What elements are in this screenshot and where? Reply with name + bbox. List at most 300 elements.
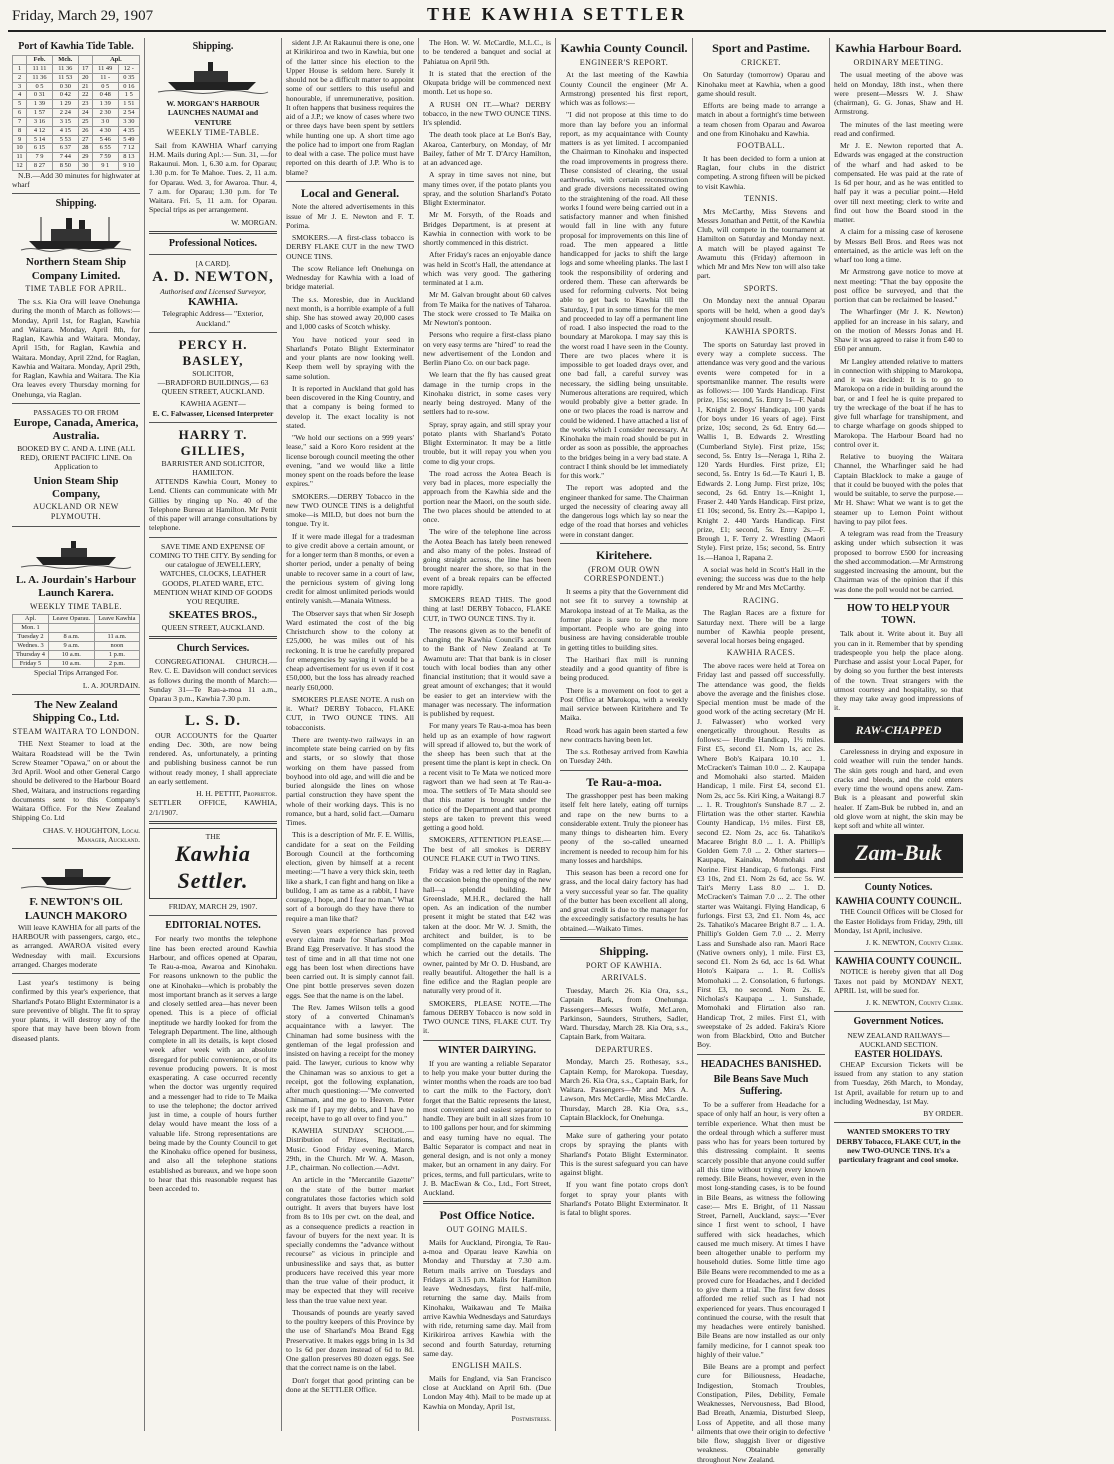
c7-p5: Mr Armstrong gave notice to move at next meeting: "That the bay opposite the post office be surveyed, and that the portion that can be reclaimed be leased.": [834, 267, 963, 305]
kcc-1-text: THE Council Offices will be Closed for the Easter Holidays from Friday, 29th, till Monday, 1st April, inclusive.: [834, 907, 963, 935]
c4-p6: Mr M. Forsyth, of the Roads and Bridges Department, is at present at Kawhia in connection with work to be shortly commenced in this district.: [423, 210, 551, 247]
jourdain-row: [13, 650, 140, 659]
c7-p9: A telegram was read from the Treasury asking under which subsection it was proposed to borrow £500 for increasing the shed accommodation.—Mr Armstrong suggested increasing the amount, but the Chairman was of the opinion that if this was done the poll would not be carried.: [834, 529, 963, 594]
c7-p6: The Wharfinger (Mr J. K. Newton) applied for an increase in his salary, and on the motion of Messrs Jonas and H. Shaw it was agreed to raise it from £40 to £60 per annum.: [834, 307, 963, 354]
morgan-text: Sail from KAWHIA Wharf carrying H.M. Mails during Apl.:— Sun. 31, —for Rakaunui. Mon. 1, 6.30 a.m. for Oparau; 1.30 p.m. for Te Mahoe. Tues. 2, 11 a.m. for Oparau. Wed. 3, for Awaroa. Thur. 4, 7 a.m. for Oparau; 1.30 p.m. for Te Waitara. Fri. 5, 11 a.m. for Oparau. Special trips as per arrangement.: [149, 140, 277, 215]
port-of-kawhia: PORT OF KAWHIA.: [585, 960, 663, 970]
tide-cell: 7 59: [92, 153, 118, 162]
church-heading: Church Services.: [176, 642, 250, 654]
tide-cell: 7 44: [52, 153, 78, 162]
jourdain-cell: Wednes. 3: [13, 641, 49, 650]
editorial-heading: EDITORIAL NOTES.: [165, 920, 261, 932]
tide-row: [13, 100, 140, 109]
tide-cell: 0 5: [27, 82, 53, 91]
jourdain-cell: Mon. 1: [13, 624, 49, 633]
jourdain-cell: 9 a.m.: [49, 641, 95, 650]
tide-cell: 6 15: [27, 144, 53, 153]
c6-p6: The sports on Saturday last proved in every way a complete success. The attendance was very good and the various events were competed for in a sportsmanlike manner. The results were as follows:— 100 Yards Handicap. First prize, 15s; second, 5s. Entry 1s—F. Nabal 1, Knight 2. Boys' Handicap, 100 yards (for boys under 16 years of age). First prize, 10s; second, 2s 6d. Entry 6d.—Wallis 1, B. Edwards 2. Wrestling (Cumberland Style). First prize, 15s; second, 5s. Entry 1s—Neraga 1, Riha 2. 120 Yards Hurdles. First prize, £1; second, 5s. Entry 1s 6d.—Te Kauri 1, B. Edwards 2. Long Jump. First prize, 10s; second, 2s 6d. Entry 1s.—Knight 1, Fraser 2. 440 Yards Handicap. First prize, £1 10s; second, 5s. Entry 2s.—Kapipo 1, Knight 2. 440 Yards Handicap. First prize, £1; second, 5s. Entry 2s.—F. Brough 1, F. Terry 2. Wrestling (Maori Style). First prize, 15s; second, 5s. Entry 1s.—Hanoa 1, Rapana 2.: [697, 339, 825, 562]
local-p17: KAWHIA SUNDAY SCHOOL.—Distribution of Prizes, Recitations, Music. Good Friday evening, March 29th, in the Church. Mr W. A. Mason, J.P., chairman. No collection.—Advt.: [286, 1126, 414, 1173]
tide-cell: 4 15: [52, 126, 78, 135]
columns: [8, 38, 1106, 1464]
c6-p4: Mrs McCarthy, Miss Stevens and Messrs Jonathan and Pettit, of the Kawhia Club, will compete in the tournament at Hamilton on Saturday and Monday next. A match will be played against Te Awamutu this (Friday) afternoon in which Mr and Mrs New ton will also take part.: [697, 206, 826, 281]
tide-cell: 11 53: [52, 73, 78, 82]
bile-beans-heading: Bile Beans Save Much Suffering.: [713, 1073, 809, 1097]
tide-cell: 12: [13, 161, 27, 170]
tide-cell: 11 36: [52, 65, 78, 74]
c5-p1: At the last meeting of the Kawhia County Council the engineer (Mr A. Armstrong) presented his first report, which was as follows:—: [560, 70, 688, 108]
jourdain-cell: Leave Kawhia: [94, 615, 139, 624]
nss-subtitle: TIME TABLE FOR APRIL.: [25, 284, 127, 294]
c4-p14: SMOKERS READ THIS. The good thing at last! DERBY Tobacco, FLAKE CUT, in TWO OUNCE TINS. Try it.: [423, 595, 551, 623]
local-p10: If it were made illegal for a tradesman to give credit above a certain amount, or for a longer term than 8 months, or even a shorter period, under a penalty of being unable to recover same in a court of law, the pernicious system of giving long credit for almost unlimited periods would entirely vanish.—Manaia Witness.: [286, 531, 414, 606]
c4-p5: A spray in time saves not nine, but many times over, if the potato plants you spray, and the solution Sharland's Potato Blight Exterminator.: [423, 170, 551, 207]
harbour-board-heading: Kawhia Harbour Board.: [835, 41, 962, 55]
local-p2: Note the altered advertisements in this issue of Mr J. E. Newton and F. T. Porima.: [286, 202, 414, 230]
tide-cell: 3 30: [118, 117, 139, 126]
local-p7: It is reported in Auckland that gold has been discovered in the King Country, and that a company is being formed to develop it. The exact locality is not stated.: [286, 383, 414, 430]
winter-dairying-heading: WINTER DAIRYING.: [438, 1044, 536, 1056]
nss-title: Northern Steam Ship Company Limited.: [25, 256, 127, 282]
tennis-heading: TENNIS.: [744, 193, 778, 203]
tide-cell: 0 48: [92, 91, 118, 100]
tide-row: [13, 73, 140, 82]
tide-cell: 17: [78, 65, 92, 74]
local-p14: This is a description of Mr. F. E. Willis, candidate for a seat on the Feilding Borough Council at the forthcoming election, given by himself at a recent meeting:—"I have a very thick skin, teeth like a shark, I can fight and hang on like a bulldog, I am as tame as a rabbit, I have courage, I hope, and I fear no man." What sort of a borough do they have there to require a man like that?: [286, 830, 414, 923]
jourdain-row: [13, 624, 140, 633]
kcc-2-heading: KAWHIA COUNTY COUNCIL.: [835, 956, 962, 967]
tide-cell: 25: [78, 117, 92, 126]
tide-cell: 0 35: [118, 73, 139, 82]
tide-cell: 5: [13, 100, 27, 109]
cricket-heading: CRICKET.: [741, 57, 781, 67]
c5-p7: Road work has again been started a few new contracts having been let.: [560, 725, 688, 744]
zambuk-logo-box: [834, 834, 963, 873]
c4-p18: Friday was a red letter day in Raglan, the occasion being the opening of the new hall—a splendid building. Mr Greenslade, M.H.R., declared the hall open. As an indication of the number present it might be stated that £42 was taken at the door. Mr W. J. Smith, the architect and builder, is to be complimented on the capable manner in which he carried out the details. The owner, painted by Mr O. D. Husband, are really beautiful. Altogether the hall is a fine edifice and the Raglan people are naturally very proud of it.: [423, 866, 551, 996]
passages-title: Europe, Canada, America, Australia.: [13, 417, 139, 443]
tide-cell: 8 13: [118, 153, 139, 162]
c6-p2: Efforts are being made to arrange a match in about a fortnight's time between a team chosen from Oparau and Awaroa and one from Kinohaku and Kawhia.: [697, 101, 825, 138]
column-2: [145, 38, 282, 1431]
help-town-text: Talk about it. Write about it. Buy all you can in it. Remember that by spending tradespeople you help the place along. Purchase and assist your Local Paper, for by doing so you further the best interests of the town. Treat strangers with the utmost courtesy and hospitality, so that they may take away good impressions of it.: [834, 629, 963, 713]
jourdain-cell: Friday 5: [13, 659, 49, 668]
departures-heading: DEPARTURES.: [595, 1044, 653, 1054]
oil-launch-icon: [21, 853, 131, 893]
professional-heading: Professional Notices.: [168, 237, 258, 249]
column-7: [830, 38, 967, 1431]
adnewton-place: KAWHIA.: [188, 295, 238, 308]
column-5: [556, 38, 693, 1431]
kiritehere-subtitle: (FROM OUR OWN CORRESPONDENT.): [583, 564, 665, 584]
tide-cell: 1 5: [118, 91, 139, 100]
adnewton-name: A. D. NEWTON,: [152, 269, 274, 286]
local-p12: SMOKERS PLEASE NOTE. A rush on it. What? DERBY Tobacco, FLAKE CUT, in TWO OUNCE TINS. All tobacconists.: [286, 694, 414, 732]
passages-text: BOOKED BY C. AND A. LINE (ALL RED), ORIENT PACIFIC LINE. On Application to: [17, 443, 135, 472]
skeates-name: SKEATES BROS.,: [168, 609, 258, 622]
help-town-heading: HOW TO HELP YOUR TOWN.: [847, 602, 950, 627]
jourdain-note: Special Trips Arranged For.: [34, 668, 118, 678]
c4-p4: The death took place at Le Bon's Bay, Akaroa, Canterbury, on Monday, of Mr Bailey, father of Mr T. D'Arcy Hamilton, at an advanced age.: [423, 130, 551, 167]
jourdain-cell: 11 a.m.: [94, 633, 139, 642]
tide-cell: 11 11: [27, 65, 53, 74]
tide-header-feb: Feb.: [27, 56, 53, 65]
local-p16: The Rev. James Wilson tells a good story of a converted Chinaman's acquaintance with a lawyer. The Chinaman had some business with the gentleman of the legal profession and insisted on having a receipt for the money paid. The lawyer, curious to know why the Chinaman was so anxious to get a receipt, got the following explanation, after much questioning:—"Me converted Chinaman, and me go to Heaven. Peter ask me if I pay my debts, and I have no receipt, have to go all over to find you.": [286, 1002, 414, 1123]
tide-row: [13, 135, 140, 144]
c7-p8: Relative to buoying the Waitara Channel, the Wharfinger said he had Captain Blacklock to make a gauge of that it could be buoyed with the poles that would be suitable, to serve the purpose.—Mr H. Shaw: What we want is to get the steamer up to Lemon Point without having to pay pilot fees.: [834, 452, 963, 526]
tide-row: [13, 82, 140, 91]
post-office-heading: Post Office Notice.: [439, 1208, 535, 1223]
c7-p1: The usual meeting of the above was held on Monday, 18th inst., when there were present—Messrs W. J. Shaw (chairman), G. G. Jonas, Shaw and H. Armstrong.: [834, 70, 963, 117]
morgan-title: W. MORGAN'S HARBOUR LAUNCHES NAUMAI and VENTURE: [166, 99, 260, 127]
tide-cell: 0 30: [52, 82, 78, 91]
tide-cell: 9 10: [118, 161, 139, 170]
jourdain-cell: 1 p.m.: [94, 650, 139, 659]
c5-p11: Tuesday, March 26. Kia Ora, s.s., Captain Bark, from Onehunga. Passengers—Messrs Wolfe, McLaren, Parkinson, Saunders, Struthers, Sadler, Ward. Thursday, March 28. Kia Ora, s.s., Captain Bark, from Waitara.: [560, 986, 688, 1042]
zambuk-ad: [834, 717, 963, 744]
wanted-smokers: WANTED SMOKERS TO TRY DERBY Tobacco, FLAKE CUT, in the new TWO-OUNCE TINS. It's a particulary fragrant and cool smoke.: [836, 1127, 961, 1165]
c6-p10: To be a sufferer from Headache for a space of only half an hour, is very often a terrible experience. What then must be the ordeal through which a sufferer must pass who has for years been tortured by this distressing complaint. It seems scarcely possible that anyone could suffer all this time without trying every known remedy. Bile Beans, however, even in the most long-standing cases, is to be found in Bile Beans, as witness the following case:— Mrs E. Bright, of 11 Nassau Street, Parnell, Auckland, says:—"Ever since I first went to school, I have suffered with sick headaches, which caused me much misery. At times I have been altogether unable to perform my household duties. Some little time ago Bile Beans were recommended to me as a proved cure for Headaches, and I decided to give them a trial. The first few doses afforded me relief such as I had not experienced for years. Thus encouraged I continued the course, with the result that my headaches were entirely banished. Bile Beans are now installed as our only family medicine, for I cannot speak too highly of their value.": [697, 1100, 825, 1359]
jourdain-subtitle: WEEKLY TIME TABLE.: [29, 601, 123, 611]
tide-cell: 1 39: [92, 100, 118, 109]
c4-p22: Mails for England, via San Francisco close at Auckland on April 6th. (Due London May 4th). Mail to be made up at Kawhia on Monday, April 1st,: [423, 1373, 551, 1411]
column-4: [419, 38, 556, 1431]
c4-p17: SMOKERS, ATTENTION PLEASE.—The best of all smokes is DERBY OUNCE FLAKE CUT in TWO TINS.: [423, 835, 551, 863]
tide-row: [13, 126, 140, 135]
c7-p2: The minutes of the last meeting were read and confirmed.: [834, 119, 963, 138]
gillies-role: BARRISTER AND SOLICITOR, HAMILTON.: [161, 458, 265, 477]
tide-note: N.B.—Add 30 minutes for highwater at wharf: [12, 170, 140, 189]
lsd-signature: H. H. PETTIT, Proprietor.: [196, 789, 277, 799]
railways-text: CHEAP Excursion Tickets will be issued from any station to any station from Tuesday, 26th March, to Monday, 1st April, available for return up to and including Wednesday, 1st May.: [834, 1059, 963, 1106]
c4-p1: The Hon. W. W. McCardle, M.L.C., is to be tendered a banquet and social at Pahiatua on April 9th.: [423, 38, 551, 66]
tide-cell: 11: [13, 153, 27, 162]
c5-p12: Monday, March 25. Rothesay, s.s., Captain Kemp, for Marokopa. Tuesday, March 26. Kia Ora, s.s., Captain Bark, for Waitara. Passengers—Mr and Mrs A. Lawson, Mrs McCardle, Miss McCardle. Thursday, March 28. Kia Ora, s.s., Captain Blacklock, for Onehunga.: [560, 1057, 688, 1122]
kawhia-sports-heading: KAWHIA SPORTS.: [724, 327, 798, 337]
tide-cell: 3: [13, 82, 27, 91]
tide-cell: 4: [13, 91, 27, 100]
c6-p8: The Raglan Races are a fixture for Saturday next. There will be a large number of Kawhia people present, several local horses being engaged.: [697, 608, 825, 646]
tide-cell: 2 24: [52, 109, 78, 118]
tide-header-day: [13, 56, 27, 65]
c7-p4: A claim for a missing case of kerosene by Messrs Bell Bros. and Rees was not entertained, as the article was left on the wharf too long a time.: [834, 227, 963, 265]
jourdain-cell: Apl.: [13, 615, 49, 624]
c6-p9: The above races were held at Torea on Friday last and passed off successfully. The attendance was good, the fields above the average and the finishes close. Special mention must be made of the good work of the acting secretary (Mr H. J. Falwasser) who worked very energetically throughout. Results as follows:— Hurdle Handicap, 1½ miles. First £5, second £1. Nom 1s, acc 2s. Where Bob's Kaipara 10.10 ... 1. McCracken's Taiman 10.0 ... 2. Kaupapa and Momohaki also started. Maiden Handicap, 1 mile. First £4, second £1. Nom 2s, acc 5s. Kiri King, a Waitangi 8.7 ... 1. R. Troughton's Sunshade 8.7 ... 2. Flirtation was the other starter. Kawhia County Handicap, 1½ miles. First £8, second £2. Nom 2s, acc 6s. Tahatiko's Macaree Bright 8.0 ... 1. A. Phillip's Golden Gem 7.0 ... 2. Other starters—Kaupapa, Kainaku, Momohaki and Norine. First Handicap, 6 furlongs. First £3 10s, 2nd £1. Nom 2s 6d, acc 5s. W. Tait's Merry Lass 8.0 ... 1. D. McCracken's Taiman 7.0 ... 2. The other starter was Waitangi. Flying Handicap, 6 furlongs. First £3, 2nd £1. Nom 4s, acc 2s. Tahatiko's Macaree Bright 8.7 ... 1. A. Phillip's Golden Gem 7.0 ... 2. Merry Lass and Sunshade also ran. Maori Race (Native owners only), 1 mile. First £3, second £1. Nom 2s 6d, acc 1s 6d. What Hoto's Kaipara ... 1. R. Collis's Momohaki ... 2. Consolation, 6 furlongs. First £3, no second. Nom 2s. E. Nicholas's Kaupapa ... 1. Sunshade, Momohaki and Flirtation also ran. Handicap Trot, 2 miles. First £1, with sweepstake of 2s added. Fakira's Kiore won from Blackbird, Otto and Butcher Boy.: [697, 661, 825, 1050]
tide-row: [13, 109, 140, 118]
adnewton-role: Authorised and Licensed Surveyor,: [160, 286, 266, 296]
lsd-title: L. S. D.: [185, 713, 241, 730]
tide-cell: 30: [78, 161, 92, 170]
sports-heading: SPORTS.: [743, 283, 779, 293]
tide-row: [13, 65, 140, 74]
zambuk-raw-chapped: RAW-CHAPPED: [855, 722, 942, 737]
tide-cell: 0 5: [92, 82, 118, 91]
tide-cell: 12 -: [118, 65, 139, 74]
masthead-the: THE: [205, 831, 221, 841]
c6-p3: It has been decided to form a union at Raglan, four clubs in the district competing. A strong fifteen will be picked to visit Kawhia.: [697, 153, 826, 191]
tide-cell: 8 27: [27, 161, 53, 170]
jourdain-cell: 8 a.m.: [49, 633, 95, 642]
government-notices-heading: Government Notices.: [853, 1016, 944, 1028]
tide-row: [13, 144, 140, 153]
jourdain-cell: [49, 624, 95, 633]
tide-cell: 0 31: [27, 91, 53, 100]
tide-cell: 1: [13, 65, 27, 74]
tide-cell: 29: [78, 153, 92, 162]
c4-p11: Spray, spray again, and still spray your potato plants with Sharland's Potato Blight Exterminator. It may be a little trouble, but it will repay you when you come to dig your crops.: [423, 419, 551, 466]
tide-cell: 3 0: [92, 117, 118, 126]
c4-p19: SMOKERS, PLEASE NOTE.—The famous DERBY Tobacco is now sold in TWO OUNCE TINS, FLAKE CUT. Try it.: [423, 998, 551, 1036]
tide-cell: 9: [13, 135, 27, 144]
c5-p5: The Harihari flax mill is running steadily and a good quantity of fibre is being produced.: [560, 654, 688, 683]
adnewton-address: Telegraphic Address— "Exterior, Auckland.": [162, 309, 264, 328]
jourdain-row: [13, 641, 140, 650]
c4-p15: The reasons given as to the benefit of changing the Kawhia Council's account to the Bank of New Zealand at Te Awamutu are: That that bank is in closer touch with local bodies than any other financial institution; that it would save a great amount of exchanges; that it would be easier to get an interview with the manager was necessary. The information is published by request.: [423, 625, 551, 718]
outgoing-mails: OUT GOING MAILS.: [446, 1225, 528, 1235]
shipping-heading: Shipping.: [55, 198, 97, 210]
nzss-text: THE Next Steamer to load at the Waitara Roadstead will be the Twin Screw Steamer "Opawa," on or about the 3rd April. Wool and other General Cargo should be delivered to the Harbour Board Shed, Waitara, and instructions regarding documents sent to this Company's Waitara Office. For the New Zealand Shipping Co. Ltd: [12, 739, 140, 823]
union-title: Union Steam Ship Company,: [33, 474, 119, 500]
te-rau-a-moa-heading: Te Rau-a-moa.: [586, 774, 662, 789]
shipping-heading-3: Shipping.: [599, 943, 649, 958]
local-general-heading: Local and General.: [300, 185, 400, 200]
sport-heading: Sport and Pastime.: [712, 41, 810, 55]
agent-name: E. C. Falwasser, Licensed Interpreter: [152, 408, 274, 418]
tide-table: [12, 55, 140, 171]
column-3: [282, 38, 419, 1431]
c5-p10: This season has been a record one for grass, and the local dairy factory has had a very successful year so far. The quality of the butter has been excellent all along, and great credit is due to the manager for the exceedingly satisfactory results he has obtained.—Waikato Times.: [560, 868, 688, 933]
racing-heading: RACING.: [742, 595, 780, 605]
nzss-title: The New Zealand Shipping Co., Ltd.: [32, 698, 120, 725]
tide-cell: 8: [13, 126, 27, 135]
church-text: CONGREGATIONAL CHURCH.—Rev. C. E. Davidson will conduct services as follows during the month of March:— Sunday 31—Te Rau-a-moa 11 a.m., Oparau 3 p.m., Kawhia 7.30 p.m.: [149, 657, 277, 704]
tide-cell: 1 57: [27, 109, 53, 118]
tide-cell: 11 36: [27, 73, 53, 82]
tide-cell: 1 51: [118, 100, 139, 109]
jourdain-cell: 10 a.m.: [49, 659, 95, 668]
local-p6: You have noticed your seed in Sharland's Potato Blight Exterminator and your plants are now looking well. Keep them well by spraying with the same solution.: [286, 334, 414, 381]
c4-p8: Mr M. Galvan brought about 60 calves from Te Maika for the natives of Taharoa. The stock were crossed to Te Maika on Mr Newton's pontoon.: [423, 290, 551, 327]
tide-cell: 1 29: [52, 100, 78, 109]
kcc-2-signature: J. K. NEWTON, County Clerk.: [865, 998, 963, 1008]
settler-masthead: [149, 828, 277, 899]
basley-role: SOLICITOR,: [192, 368, 234, 378]
steamship-icon: [21, 213, 131, 253]
c4-p3: A RUSH ON IT.—What? DERBY tobacco, in the new TWO OUNCE TINS. It's splendid.: [423, 99, 551, 127]
tide-cell: 26: [78, 126, 92, 135]
tide-cell: 5 14: [27, 135, 53, 144]
c5-p14: If you want fine potato crops don't forget to spray your plants with Sharland's Potato Blight Exterminator. It is fatal to blight spores.: [560, 1180, 688, 1217]
jourdain-cell: 2 p.m.: [94, 659, 139, 668]
tide-cell: 11 49: [92, 65, 118, 74]
tide-cell: 28: [78, 144, 92, 153]
c4-p7: After Friday's races an enjoyable dance was held in Scott's Hall, the attendance at which was very good. The gathering terminated at 1 a.m.: [423, 250, 551, 287]
tide-cell: 6 55: [92, 144, 118, 153]
railways-signature: BY ORDER.: [923, 1109, 963, 1119]
tide-cell: 7: [13, 117, 27, 126]
union-subtitle: AUCKLAND OR NEW PLYMOUTH.: [33, 502, 119, 522]
kawhia-races-heading: KAWHIA RACES.: [726, 648, 796, 658]
settler-logo: Kawhia Settler.: [175, 841, 251, 893]
tide-cell: 22: [78, 91, 92, 100]
shipping-heading-2: Shipping.: [192, 41, 234, 52]
arrivals-heading: ARRIVALS.: [601, 973, 647, 983]
newton-launch-text: Will leave KAWHIA for all parts of the HARBOUR with passengers, cargo, etc., as arranged. AWAROA visited every Wednesday with mail. Excursions arranged. Charges moderate: [12, 922, 140, 969]
jourdain-cell: Tuesday 2: [13, 633, 49, 642]
c5-p9: The grasshopper pest has been making itself felt here lately, eating off turnips and rape on the new burns to a considerable extent. Truly the pioneer has many things to dishearten him. Every peony of the so-called unearned increment is needed to recoup him for his many losses and hardships.: [560, 791, 688, 865]
masthead: [8, 4, 1106, 32]
basley-name: PERCY H. BASLEY,: [178, 336, 248, 368]
settler-date: FRIDAY, MARCH 29, 1907.: [168, 901, 258, 911]
c5-p8: The s.s. Rothesay arrived from Kawhia on Tuesday 24th.: [560, 747, 688, 766]
c5-p6: There is a movement on foot to get a Post Office at Marokopa, with a weekly mail service between Kiritehere and Te Maika.: [560, 685, 688, 723]
local-p3: SMOKERS.—A first-class tobacco is DERBY FLAKE CUT in the new TWO OUNCE TINS.: [286, 233, 414, 261]
football-heading: FOOTBALL.: [736, 141, 786, 151]
english-mails-heading: ENGLISH MAILS.: [451, 1361, 523, 1371]
newspaper-title: THE KAWHIA SETTLER: [426, 4, 688, 24]
tide-cell: 20: [78, 73, 92, 82]
local-p15: Seven years experience has proved every claim made for Sharland's Moa Brand Egg Preservative. It has stood the test of time and in all that time not one egg has been lost when directions have been carried out. It is simply cannot fail. One pint bottle preserves seven dozen eggs. See that the name is on the label.: [286, 925, 414, 1000]
morgan-subtitle: WEEKLY TIME-TABLE.: [166, 127, 260, 137]
tide-cell: 1 39: [27, 100, 53, 109]
tide-cell: 2 54: [118, 109, 139, 118]
column-6: [693, 38, 830, 1464]
c5-p4: It seems a pity that the Government did not see fit to survey a township at Marokopa instead of at Te Maika, as the former place is sure to be the more important. People who are going into business are having considerable trouble in getting titles to building sites.: [560, 587, 688, 652]
local-p19: Thousands of pounds are yearly saved to the poultry keepers of this Province by the use of Sharland's Moa Brand Egg Preservative. It makes eggs bring in 1s 3d to 1s 6d per dozen instead of 6d to 8d. One gallon preserves 80 dozen eggs. See that the correct name is on the label.: [286, 1307, 414, 1373]
kcc-1-signature: J. K. NEWTON, County Clerk.: [865, 938, 963, 948]
tide-header-mch: Mch.: [52, 56, 78, 65]
tide-cell: 27: [78, 135, 92, 144]
column-1: [8, 38, 145, 1431]
c5-p13: Make sure of gathering your potato crops by spraying the plants with Sharland's Potato Blight Exterminator. This is the surest safeguard you can have against blight.: [560, 1131, 688, 1177]
tide-row: [13, 161, 140, 170]
tide-rows: [13, 65, 140, 171]
county-council-heading: Kawhia County Council.: [560, 41, 688, 55]
c7-p3: Mr J. E. Newton reported that A. Edwards was engaged at the construction of the wharf and had asked to be compensated. He was paid at the rate of 1s 6d per hour, and as he was entitled to half pay it was a peculiar point.—Held over till next meeting; clerk to write and find out how the Board stood in the matter.: [834, 141, 963, 225]
c6-p7: A social was held in Scott's Hall in the evening; the success was due to the help rendered by Mr and Mrs McCarthy.: [697, 564, 825, 593]
local-p9: SMOKERS.—DERBY Tobacco in the new TWO OUNCE TINS is a delightful smoke—is MILD, but does not burn the tongue. Try it.: [286, 491, 414, 529]
tide-cell: 24: [78, 109, 92, 118]
local-p13: There are twenty-two railways in an incomplete state being carried on by fits and starts, or so slowly that those working on them have passed from boyhood into old age, and will die and be buried alongside the lines on whose partial construction they have spent the whole of their working days. This is no romance, but a hard, solid fact.—Oamaru Times.: [286, 734, 414, 828]
skeates-address: QUEEN STREET, AUCKLAND.: [161, 622, 265, 632]
jourdain-cell: Thursday 4: [13, 650, 49, 659]
jourdain-title: L. A. Jourdain's Harbour Launch Karera.: [15, 573, 137, 600]
c5-p2: "I did not propose at this time to do more than lay before you an informal report, as my acquaintance with County matters is as yet limited. I accompanied the Chairman to Kinohaku and inspected the road improvements in progress there. These consisted of clearing, the usual earthworks, with certain reconstruction and grade diversions necessitated owing to the straightening of the road. All these works I found were being carried out in a satisfactory manner and when finished would fall in line with any future proposal for improvements on this line of road. The men appeared a little handicapped for jacks to shift the large logs and some wheeling planks. The last I took the responsibility of ordering and ordered them. These can afterwards be used for reforming culverts. Not being able to get back to Kawhia till the Saturday, I put in some times for the men and proceeded to lay off a permanent line of road. I also inspected the road to the boundary at Marokopa. I may say this is the worst road I have seen in the County. There are two places where it is impossible to get loaded drays over, and one bad fall, a careful survey was necessary, the sidling being unsuitable. Numerous alterations are required, which would probably give a better grade. In one or two places the road is narrow and could be widened. I have attached a list of the works which I consider necessary. At Kinohaku the main road should be put in order as soon as possible, the approaches to the bridges being in a very bad state. A contract I think should be let immediately for this work.": [560, 110, 688, 481]
launch-icon-2: [158, 56, 268, 96]
morgan-signature: W. MORGAN.: [231, 217, 277, 227]
tide-table-title: Port of Kawhia Tide Table.: [18, 41, 134, 52]
local-p20: Don't forget that good printing can be done at the SETTLER Office.: [286, 1375, 414, 1394]
local-p5: The s.s. Moresbie, due in Auckland next month, is a horrible example of a full ship. She has stowed away 20,000 cases and 1,000 casks of Scotch whisky.: [286, 294, 415, 332]
postmistress-signature: Postmistress.: [511, 1413, 551, 1423]
kiritehere-heading: Kiritehere.: [595, 547, 653, 562]
nzss-subtitle: STEAM WAITARA TO LONDON.: [12, 726, 140, 736]
tide-cell: 6: [13, 109, 27, 118]
newton-launch-title: F. NEWTON'S OIL LAUNCH MAKORO: [24, 896, 128, 922]
jourdain-table: [12, 614, 140, 668]
railways-heading: NEW ZEALAND RAILWAYS—AUCKLAND SECTION.: [847, 1030, 950, 1049]
tide-cell: 4 12: [27, 126, 53, 135]
local-p11: The Observer says that when Sir Joseph Ward estimated the cost of the big Christchurch show to the colony at £25,000, he was miles out of his reckoning. It is true he carefully prepared for emergencies by saying it would be a cheap advertisement for us even if it cost £50,000, but the loss has already reached nearly £60,000.: [286, 608, 414, 692]
tide-cell: 5 49: [118, 135, 139, 144]
editorial-text: For nearly two months the telephone line has been erected around Kawhia Harbour, and offices opened at Oparau, Te Rau-a-moa, Awaroa and Kinohaku. For reasons unknown to the public the one at Kinohaku—which is probably the most important branch as it serves a large and closely settled area—has never been opened. This is a piece of official ineptitude we hardly looked for from the Telegraph Department. The line, although complete in all its details, is kept closed week after week with an absolute disregard for public convenience, or of its revenue producing powers. It is most exasperating. A case occurred recently when the doctor was urgently required and a messenger had to ride to Te Maika to use the telephone; the doctor arrived just in time, a couple of hours further delay would have meant the loss of a valuable life. Strong representations are being made by the County Council to get the Kinohaku office opened for business, and also all the telephone stations established as bureaux, and we hope soon to hear that this reasonable request has been acceded to.: [149, 934, 277, 1193]
passages-heading: PASSAGES TO OR FROM: [33, 407, 119, 417]
tide-cell: 3 16: [27, 117, 53, 126]
card-label: [A CARD].: [195, 259, 231, 269]
blight-testimony: Last year's testimony is being confirmed by this year's experience, that Sharland's Potato Blight Exterminator is a sure preventive of blight. The fit to spray your plants, it will destroy any of the spore that may have been blown from diseased plants.: [12, 978, 140, 1043]
local-p18: An article in the "Mercantile Gazette" on the state of the butter market congratulates those factories which sold outright. It avers that buyers have lost from 8s to 10s per cwt. on the deal, and as a consequence predicts a reaction in favour of buyers for the next year. It is specially condemns the "advance without recourse" as vicious in principle and unbusinesslike and says that, as butter producers have received this year more than the true value of their product, it may be expected that they will receive less than the true value next year.: [286, 1175, 414, 1305]
jp-paragraph: sident J.P. At Rakaunui there is one, one at Kirikiriroa and two in Kawhia, but one of the latter since his election to the Upper House is seldom here. Surely it should not be a difficult matter to appoint some of our settlers to this useful and honourable, if unremunerative, position. It often happens that business requires the aid of a J.P.; we know of cases where two or three days have been spent by settlers while hunting one up. A short time ago the police had to import one from Raglan to deal with a case. The police must have reported on this dearth of J.P. Who is to blame?: [286, 38, 414, 177]
jourdain-cell: 10 a.m.: [49, 650, 95, 659]
c4-p9: Persons who require a first-class piano on very easy terms are "hired" to read the new advertisement of the London and Berlin Piano Co. on our back page.: [423, 330, 551, 367]
kcc-2-text: NOTICE is hereby given that all Dog Taxes not paid by MONDAY NEXT, APRIL 1st, will be sued for.: [834, 967, 963, 995]
tide-cell: 5 53: [52, 135, 78, 144]
tide-row: [13, 91, 140, 100]
c4-p13: The wire of the telephone line across the Aotea Beach has lately been renewed and also many of the poles. Instead of going straight across, the line has been brought nearer the shore, so that in the event of a break repairs can be effected more rapidly.: [423, 527, 551, 592]
local-p4: The scow Reliance left Onehunga on Wednesday for Kawhia with a load of bridge material.: [286, 263, 414, 292]
c6-p1: On Saturday (tomorrow) Oparau and Kinohaku meet at Kawhia, when a good game should result.: [697, 70, 825, 98]
zambuk-text: Carelessness in drying and exposure in cold weather will ruin the tender hands. The skin gets rough and hard, and even cracks and bleeds, and the cold enters every time the wound opens anew. Zam-Buk is a pleasant and powerful skin healer. If Zam-Buk be rubbed in, and an old glove worn at night, the skin may be kept soft and white all winter.: [834, 747, 963, 831]
jourdain-cell: noon: [94, 641, 139, 650]
tide-row: [13, 153, 140, 162]
jourdain-row: [13, 659, 140, 668]
tide-cell: 4 35: [118, 126, 139, 135]
tide-header-apl: Apl.: [92, 56, 139, 65]
jourdain-row: [13, 615, 140, 624]
jourdain-cell: Leave Oparau.: [49, 615, 95, 624]
county-notices-heading: County Notices.: [864, 882, 933, 894]
tide-cell: 0 16: [118, 82, 139, 91]
tide-cell: 7 12: [118, 144, 139, 153]
tide-header-day2: [78, 56, 92, 65]
tide-cell: 3 15: [52, 117, 78, 126]
tide-cell: 8 50: [52, 161, 78, 170]
c4-p10: We learn that the fly has caused great damage in the turnip crops in the Kinohaku district, in some cases very nearly being destroyed. Many of the settlers had to re-sow.: [423, 370, 551, 417]
headaches-heading: HEADACHES BANISHED.: [700, 1058, 822, 1070]
tide-cell: 10: [13, 144, 27, 153]
ordinary-meeting: ORDINARY MEETING.: [853, 57, 944, 67]
c4-p20: If you are wanting a reliable Separator to help you make your butter during the winter months when the roads are too bad to cart the milk to the Factory, don't forget that the Baltic represents the latest, most convenient and easiest separator to handle. They are built in all sizes from 10 to 100 gallons per hour, and for skimming and easy turning have no equal. The Baltic Separator is compact and neat in general design, and is not only a money maker, but an ornament in any dairy. For prices, terms, and full particulars, write to J. B. MacEwan & Co., Ltd., Fort Street, Auckland.: [423, 1058, 551, 1198]
nss-text: The s.s. Kia Ora will leave Onehunga during the month of March as follows:— Monday, April 1st, for Raglan, Kawhia and Waitara. Monday, April 8th, for Raglan, Kawhia and Waitara. Monday, April 15th, for Raglan, Kawhia and Waitara. Monday, April 22nd, for Raglan, Kawhia and Waitara. Monday, April 29th, for Raglan, Kawhia and Waitara. The Kia Ora leaves every Thursday morning for Onehunga, via Raglan.: [12, 297, 140, 399]
c4-p12: The road across the Aotea Beach is very bad in places, more especially the approach from the Kawhia side and the portion near the Maori, on the south side. The two places should be attended to at once.: [423, 468, 551, 524]
zambuk-logo: Zam-Buk: [855, 840, 942, 866]
tide-cell: 23: [78, 100, 92, 109]
tide-cell: 21: [78, 82, 92, 91]
c4-p21: Mails for Auckland, Pirongia, Te Rau-a-moa and Oparau leave Kawhia on Monday and Thursday at 7.30 a.m. Return mails arrive on Tuesdays and Fridays at 3.15 p.m. Mails for Hamilton leave Wednesdays, first half-mile, returning the same day. Mails from Kinohaku, Waikawau and Te Maika arrive Kawhia Wednesdays and Saturdays with ride, returning same day. Mail from Kirikiriroa arrives Kawhia with the second and fourth Saturday, returning same day.: [423, 1237, 551, 1358]
easter-holidays: EASTER HOLIDAYS.: [854, 1049, 943, 1060]
skeates-text: SAVE TIME AND EXPENSE OF COMING TO THE CITY. By sending for our catalogue of JEWELLERY, WATCHES, CLOCKS, LEATHER GOODS, PLATED WARE, ETC. MENTION WHAT KIND OF GOODS YOU REQUIRE.: [149, 541, 277, 607]
jourdain-cell: [94, 624, 139, 633]
lsd-text: OUR ACCOUNTS for the Quarter ending Dec. 30th, are now being rendered. As, unfortunately, a printing and publishing business cannot be run without ready money, I shall appreciate an early settlement.: [149, 730, 277, 786]
tide-cell: 7 9: [27, 153, 53, 162]
c5-p3: The report was adopted and the engineer thanked for same. The Chairman urged the necessity of clearing away all the dangerous logs which lay so near the edge of the road that horses and vehicles were in constant danger.: [560, 483, 688, 539]
c7-p7: Mr Langley attended relative to matters in connection with shipping to Marokopa, and it was decided: It is to go to Marokopa on a ride in building around the bar, or and I feel he is quite prepared to try the wreckage of the boat if he has to give full wharfage for transhipment, and to charge wharfage on goods shipped to Marokopa. The Harbour Board had no control over it.: [834, 356, 963, 449]
tide-cell: 5 46: [92, 135, 118, 144]
tide-cell: 6 37: [52, 144, 78, 153]
tide-cell: 11 -: [92, 73, 118, 82]
agent-heading: KAWHIA AGENT—: [180, 399, 246, 409]
local-p8: "We hold our sections on a 999 years' lease," said a Koro Koro resident at the license borough council meeting the other evening, "and we would like a little money spent on the roads before the lease expires.": [286, 433, 414, 489]
lsd-office: SETTLER OFFICE, KAWHIA, 2/1/1907.: [149, 798, 277, 817]
tide-cell: 9 1: [92, 161, 118, 170]
gillies-text: ATTENDS Kawhia Court, Money to Lend. Clients can communicate with Mr Gillies by ringing up No. 40 of the Telephone Bureau at Hamilton. Mr Pettit of this paper will arrange consultations by telephone.: [149, 477, 277, 533]
jourdain-signature: L. A. JOURDAIN.: [82, 680, 140, 690]
tide-cell: 4 30: [92, 126, 118, 135]
c6-p11: Bile Beans are a prompt and perfect cure for Biliousness, Headache, Indigestion, Stomach Troubles, Constipation, Piles, Debility, Female Weaknesses, Nervousness, Bad Blood, Bad Breath, Anæmia, Disturbed Sleep, Loss of Appetite, and all those many ailments that owe their origin to defective bile flow, sluggish liver or digestive weakness. Obtainable generally throughout New Zealand.: [697, 1362, 825, 1464]
basley-address: —BRADFORD BUILDINGS,— 63 QUEEN STREET, AUCKLAND.: [157, 377, 269, 397]
c6-p5: On Monday next the annual Oparau sports will be held, when a good day's enjoyment should result.: [697, 296, 825, 324]
tide-cell: 2: [13, 73, 27, 82]
tide-cell: 0 42: [52, 91, 78, 100]
gillies-name: HARRY T. GILLIES,: [178, 426, 248, 458]
